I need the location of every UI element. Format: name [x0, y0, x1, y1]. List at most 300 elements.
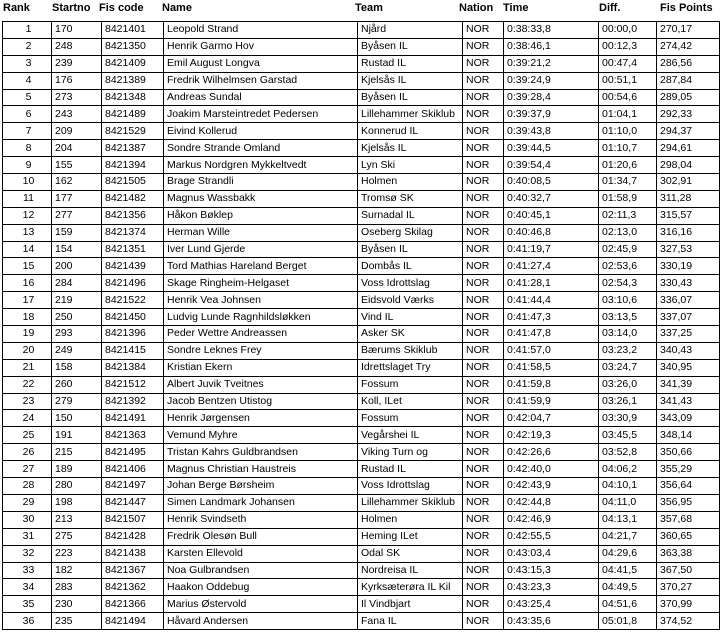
athlete-name-cell: Joakim Marsteintredet Pedersen: [164, 106, 358, 123]
table-row: [3, 613, 720, 630]
fis-code-cell: 8421384: [102, 359, 164, 376]
fis-points-cell: 327,53: [657, 241, 720, 258]
fis-code-cell: 8421363: [102, 427, 164, 444]
time-cell: 0:43:03,4: [504, 545, 599, 562]
table-row: [3, 528, 720, 545]
time-cell: 0:41:44,4: [504, 292, 599, 309]
startno-cell: 155: [52, 157, 102, 174]
nation-cell: NOR: [463, 89, 504, 106]
athlete-name-cell: Henrik Jørgensen: [164, 410, 358, 427]
startno-cell: 159: [52, 224, 102, 241]
fis-code-cell: 8421415: [102, 342, 164, 359]
nation-cell: NOR: [463, 123, 504, 140]
fis-points-cell: 363,38: [657, 545, 720, 562]
team-cell: Fossum: [358, 376, 463, 393]
team-cell: Byåsen IL: [358, 89, 463, 106]
startno-cell: 198: [52, 494, 102, 511]
fis-points-cell: 357,68: [657, 511, 720, 528]
rank-cell: 35: [3, 596, 52, 613]
team-cell: Heming ILet: [358, 528, 463, 545]
table-row: [3, 342, 720, 359]
team-cell: Oseberg Skilag: [358, 224, 463, 241]
nation-cell: NOR: [463, 478, 504, 495]
fis-points-cell: 336,07: [657, 292, 720, 309]
nation-cell: NOR: [463, 38, 504, 55]
team-cell: Koll, ILet: [358, 393, 463, 410]
table-row: [3, 140, 720, 157]
fis-points-cell: 337,25: [657, 326, 720, 343]
rank-cell: 17: [3, 292, 52, 309]
time-cell: 0:39:21,2: [504, 55, 599, 72]
diff-cell: 02:13,0: [599, 224, 657, 241]
table-row: [3, 106, 720, 123]
rank-cell: 5: [3, 89, 52, 106]
table-row: [3, 427, 720, 444]
startno-cell: 219: [52, 292, 102, 309]
startno-cell: 249: [52, 342, 102, 359]
team-cell: Kyrksæterøra IL Kil: [358, 579, 463, 596]
athlete-name-cell: Karsten Ellevold: [164, 545, 358, 562]
nation-cell: NOR: [463, 106, 504, 123]
startno-cell: 248: [52, 38, 102, 55]
table-row: [3, 224, 720, 241]
rank-cell: 10: [3, 174, 52, 191]
rank-cell: 1: [3, 22, 52, 39]
nation-cell: NOR: [463, 309, 504, 326]
diff-cell: 00:51,1: [599, 72, 657, 89]
nation-cell: NOR: [463, 613, 504, 630]
diff-cell: 02:11,3: [599, 207, 657, 224]
fis-points-cell: 330,43: [657, 275, 720, 292]
fis-points-cell: 287,84: [657, 72, 720, 89]
table-row: [3, 545, 720, 562]
nation-cell: NOR: [463, 342, 504, 359]
fis-code-cell: 8421367: [102, 562, 164, 579]
fis-code-cell: 8421374: [102, 224, 164, 241]
nation-cell: NOR: [463, 22, 504, 39]
fis-points-cell: 340,95: [657, 359, 720, 376]
startno-cell: 279: [52, 393, 102, 410]
nation-cell: NOR: [463, 393, 504, 410]
athlete-name-cell: Henrik Svindseth: [164, 511, 358, 528]
table-row: [3, 376, 720, 393]
table-row: [3, 275, 720, 292]
time-cell: 0:42:43,9: [504, 478, 599, 495]
nation-cell: NOR: [463, 275, 504, 292]
startno-cell: 177: [52, 190, 102, 207]
time-cell: 0:42:55,5: [504, 528, 599, 545]
diff-cell: 00:00,0: [599, 22, 657, 39]
diff-cell: 01:20,6: [599, 157, 657, 174]
table-row: [3, 461, 720, 478]
rank-cell: 2: [3, 38, 52, 55]
rank-cell: 29: [3, 494, 52, 511]
startno-cell: 170: [52, 22, 102, 39]
time-cell: 0:42:19,3: [504, 427, 599, 444]
time-cell: 0:40:32,7: [504, 190, 599, 207]
rank-cell: 13: [3, 224, 52, 241]
fis-points-cell: 367,50: [657, 562, 720, 579]
startno-cell: 154: [52, 241, 102, 258]
table-row: [3, 393, 720, 410]
nation-cell: NOR: [463, 444, 504, 461]
fis-points-cell: 360,65: [657, 528, 720, 545]
time-cell: 0:41:19,7: [504, 241, 599, 258]
startno-cell: 158: [52, 359, 102, 376]
fis-code-cell: 8421497: [102, 478, 164, 495]
fis-points-cell: 355,29: [657, 461, 720, 478]
startno-cell: 200: [52, 258, 102, 275]
athlete-name-cell: Ludvig Lunde Ragnhildsløkken: [164, 309, 358, 326]
table-row: [3, 55, 720, 72]
rank-cell: 24: [3, 410, 52, 427]
table-row: [3, 494, 720, 511]
fis-points-cell: 316,16: [657, 224, 720, 241]
startno-cell: 230: [52, 596, 102, 613]
fis-code-cell: 8421406: [102, 461, 164, 478]
diff-cell: 03:10,6: [599, 292, 657, 309]
startno-cell: 280: [52, 478, 102, 495]
nation-cell: NOR: [463, 190, 504, 207]
table-row: [3, 326, 720, 343]
fis-code-cell: 8421392: [102, 393, 164, 410]
diff-cell: 04:11,0: [599, 494, 657, 511]
time-cell: 0:42:04,7: [504, 410, 599, 427]
fis-points-cell: 356,95: [657, 494, 720, 511]
fis-code-cell: 8421438: [102, 545, 164, 562]
fis-points-cell: 374,52: [657, 613, 720, 630]
fis-code-cell: 8421387: [102, 140, 164, 157]
time-cell: 0:39:24,9: [504, 72, 599, 89]
fis-code-cell: 8421396: [102, 326, 164, 343]
nation-cell: NOR: [463, 292, 504, 309]
team-cell: Voss Idrottslag: [358, 275, 463, 292]
rank-cell: 14: [3, 241, 52, 258]
diff-cell: 04:10,1: [599, 478, 657, 495]
diff-cell: 03:45,5: [599, 427, 657, 444]
diff-cell: 04:41,5: [599, 562, 657, 579]
time-cell: 0:39:44,5: [504, 140, 599, 157]
diff-cell: 02:53,6: [599, 258, 657, 275]
team-cell: Rustad IL: [358, 461, 463, 478]
athlete-name-cell: Andreas Sundal: [164, 89, 358, 106]
table-row: [3, 72, 720, 89]
time-cell: 0:42:26,6: [504, 444, 599, 461]
diff-cell: 03:26,0: [599, 376, 657, 393]
rank-cell: 18: [3, 309, 52, 326]
athlete-name-cell: Tord Mathias Hareland Berget: [164, 258, 358, 275]
diff-cell: 04:06,2: [599, 461, 657, 478]
athlete-name-cell: Skage Ringheim-Helgaset: [164, 275, 358, 292]
team-cell: Byåsen IL: [358, 241, 463, 258]
nation-cell: NOR: [463, 157, 504, 174]
time-cell: 0:42:44,8: [504, 494, 599, 511]
rank-cell: 26: [3, 444, 52, 461]
rank-cell: 20: [3, 342, 52, 359]
athlete-name-cell: Håkon Bøklep: [164, 207, 358, 224]
team-cell: Kjelsås IL: [358, 72, 463, 89]
nation-cell: NOR: [463, 511, 504, 528]
time-cell: 0:41:57,0: [504, 342, 599, 359]
fis-code-cell: 8421356: [102, 207, 164, 224]
fis-points-cell: 340,43: [657, 342, 720, 359]
startno-cell: 250: [52, 309, 102, 326]
fis-points-cell: 356,64: [657, 478, 720, 495]
diff-cell: 04:51,6: [599, 596, 657, 613]
rank-cell: 8: [3, 140, 52, 157]
fis-code-cell: 8421522: [102, 292, 164, 309]
athlete-name-cell: Marius Østervold: [164, 596, 358, 613]
header-team: Team: [355, 2, 383, 14]
time-cell: 0:42:40,0: [504, 461, 599, 478]
rank-cell: 11: [3, 190, 52, 207]
table-row: [3, 410, 720, 427]
athlete-name-cell: Eivind Kollerud: [164, 123, 358, 140]
startno-cell: 284: [52, 275, 102, 292]
nation-cell: NOR: [463, 376, 504, 393]
diff-cell: 04:29,6: [599, 545, 657, 562]
athlete-name-cell: Magnus Wassbakk: [164, 190, 358, 207]
table-row: [3, 38, 720, 55]
time-cell: 0:39:28,4: [504, 89, 599, 106]
nation-cell: NOR: [463, 545, 504, 562]
time-cell: 0:40:08,5: [504, 174, 599, 191]
rank-cell: 32: [3, 545, 52, 562]
fis-code-cell: 8421489: [102, 106, 164, 123]
time-cell: 0:41:58,5: [504, 359, 599, 376]
athlete-name-cell: Emil August Longva: [164, 55, 358, 72]
fis-code-cell: 8421351: [102, 241, 164, 258]
time-cell: 0:43:35,6: [504, 613, 599, 630]
athlete-name-cell: Henrik Vea Johnsen: [164, 292, 358, 309]
athlete-name-cell: Kristian Ekern: [164, 359, 358, 376]
team-cell: Asker SK: [358, 326, 463, 343]
nation-cell: NOR: [463, 224, 504, 241]
team-cell: Fana IL: [358, 613, 463, 630]
fis-code-cell: 8421409: [102, 55, 164, 72]
nation-cell: NOR: [463, 241, 504, 258]
diff-cell: 03:24,7: [599, 359, 657, 376]
header-fis-points: Fis Points: [660, 2, 713, 14]
time-cell: 0:41:27,4: [504, 258, 599, 275]
nation-cell: NOR: [463, 410, 504, 427]
table-row: [3, 190, 720, 207]
time-cell: 0:38:46,1: [504, 38, 599, 55]
diff-cell: 04:13,1: [599, 511, 657, 528]
team-cell: Lyn Ski: [358, 157, 463, 174]
rank-cell: 3: [3, 55, 52, 72]
rank-cell: 25: [3, 427, 52, 444]
team-cell: Lillehammer Skiklub: [358, 494, 463, 511]
table-row: [3, 478, 720, 495]
header-time: Time: [503, 2, 529, 14]
fis-points-cell: 270,17: [657, 22, 720, 39]
rank-cell: 19: [3, 326, 52, 343]
team-cell: Konnerud IL: [358, 123, 463, 140]
nation-cell: NOR: [463, 174, 504, 191]
startno-cell: 283: [52, 579, 102, 596]
time-cell: 0:40:45,1: [504, 207, 599, 224]
fis-code-cell: 8421450: [102, 309, 164, 326]
fis-points-cell: 286,56: [657, 55, 720, 72]
athlete-name-cell: Sondre Leknes Frey: [164, 342, 358, 359]
table-row: [3, 157, 720, 174]
rank-cell: 33: [3, 562, 52, 579]
rank-cell: 28: [3, 478, 52, 495]
startno-cell: 215: [52, 444, 102, 461]
diff-cell: 00:12,3: [599, 38, 657, 55]
table-row: [3, 309, 720, 326]
team-cell: Holmen: [358, 511, 463, 528]
table-row: [3, 241, 720, 258]
team-cell: Tromsø SK: [358, 190, 463, 207]
startno-cell: 223: [52, 545, 102, 562]
header-nation: Nation: [459, 2, 494, 14]
table-row: [3, 89, 720, 106]
fis-points-cell: 274,42: [657, 38, 720, 55]
header-rank: Rank: [3, 2, 30, 14]
nation-cell: NOR: [463, 140, 504, 157]
startno-cell: 293: [52, 326, 102, 343]
time-cell: 0:43:23,3: [504, 579, 599, 596]
athlete-name-cell: Peder Wettre Andreassen: [164, 326, 358, 343]
team-cell: Viking Turn og: [358, 444, 463, 461]
athlete-name-cell: Vemund Myhre: [164, 427, 358, 444]
team-cell: Bærums Skiklub: [358, 342, 463, 359]
rank-cell: 22: [3, 376, 52, 393]
fis-points-cell: 302,91: [657, 174, 720, 191]
fis-points-cell: 337,07: [657, 309, 720, 326]
athlete-name-cell: Håvard Andersen: [164, 613, 358, 630]
rank-cell: 23: [3, 393, 52, 410]
header-startno: Startno: [52, 2, 91, 14]
fis-code-cell: 8421482: [102, 190, 164, 207]
column-header-row: [0, 0, 720, 20]
fis-points-cell: 343,09: [657, 410, 720, 427]
diff-cell: 03:14,0: [599, 326, 657, 343]
diff-cell: 04:21,7: [599, 528, 657, 545]
athlete-name-cell: Leopold Strand: [164, 22, 358, 39]
diff-cell: 03:52,8: [599, 444, 657, 461]
diff-cell: 01:10,0: [599, 123, 657, 140]
time-cell: 0:38:33,8: [504, 22, 599, 39]
rank-cell: 30: [3, 511, 52, 528]
fis-code-cell: 8421529: [102, 123, 164, 140]
diff-cell: 01:10,7: [599, 140, 657, 157]
startno-cell: 182: [52, 562, 102, 579]
nation-cell: NOR: [463, 562, 504, 579]
startno-cell: 260: [52, 376, 102, 393]
nation-cell: NOR: [463, 72, 504, 89]
nation-cell: NOR: [463, 258, 504, 275]
diff-cell: 02:54,3: [599, 275, 657, 292]
team-cell: Dombås IL: [358, 258, 463, 275]
table-row: [3, 579, 720, 596]
time-cell: 0:43:15,3: [504, 562, 599, 579]
team-cell: Vind IL: [358, 309, 463, 326]
table-row: [3, 258, 720, 275]
diff-cell: 02:45,9: [599, 241, 657, 258]
athlete-name-cell: Haakon Oddebug: [164, 579, 358, 596]
time-cell: 0:39:37,9: [504, 106, 599, 123]
diff-cell: 00:47,4: [599, 55, 657, 72]
startno-cell: 204: [52, 140, 102, 157]
time-cell: 0:39:43,8: [504, 123, 599, 140]
team-cell: Holmen: [358, 174, 463, 191]
rank-cell: 34: [3, 579, 52, 596]
nation-cell: NOR: [463, 427, 504, 444]
table-row: [3, 444, 720, 461]
fis-points-cell: 370,27: [657, 579, 720, 596]
table-row: [3, 22, 720, 39]
rank-cell: 7: [3, 123, 52, 140]
fis-points-cell: 350,66: [657, 444, 720, 461]
startno-cell: 239: [52, 55, 102, 72]
fis-code-cell: 8421401: [102, 22, 164, 39]
athlete-name-cell: Magnus Christian Haustreis: [164, 461, 358, 478]
table-row: [3, 292, 720, 309]
team-cell: Surnadal IL: [358, 207, 463, 224]
fis-code-cell: 8421494: [102, 613, 164, 630]
fis-code-cell: 8421512: [102, 376, 164, 393]
rank-cell: 6: [3, 106, 52, 123]
startno-cell: 150: [52, 410, 102, 427]
time-cell: 0:41:47,8: [504, 326, 599, 343]
nation-cell: NOR: [463, 326, 504, 343]
time-cell: 0:43:25,4: [504, 596, 599, 613]
fis-code-cell: 8421439: [102, 258, 164, 275]
rank-cell: 36: [3, 613, 52, 630]
fis-points-cell: 330,19: [657, 258, 720, 275]
fis-points-cell: 289,05: [657, 89, 720, 106]
startno-cell: 275: [52, 528, 102, 545]
diff-cell: 03:30,9: [599, 410, 657, 427]
time-cell: 0:40:46,8: [504, 224, 599, 241]
team-cell: Njård: [358, 22, 463, 39]
startno-cell: 235: [52, 613, 102, 630]
diff-cell: 03:13,5: [599, 309, 657, 326]
rank-cell: 27: [3, 461, 52, 478]
rank-cell: 15: [3, 258, 52, 275]
table-row: [3, 174, 720, 191]
nation-cell: NOR: [463, 359, 504, 376]
fis-code-cell: 8421491: [102, 410, 164, 427]
fis-code-cell: 8421389: [102, 72, 164, 89]
athlete-name-cell: Noa Gulbrandsen: [164, 562, 358, 579]
diff-cell: 01:58,9: [599, 190, 657, 207]
fis-points-cell: 294,37: [657, 123, 720, 140]
athlete-name-cell: Fredrik Wilhelmsen Garstad: [164, 72, 358, 89]
fis-code-cell: 8421505: [102, 174, 164, 191]
fis-code-cell: 8421350: [102, 38, 164, 55]
time-cell: 0:41:59,9: [504, 393, 599, 410]
rank-cell: 9: [3, 157, 52, 174]
fis-code-cell: 8421495: [102, 444, 164, 461]
team-cell: Byåsen IL: [358, 38, 463, 55]
nation-cell: NOR: [463, 207, 504, 224]
startno-cell: 273: [52, 89, 102, 106]
athlete-name-cell: Sondre Strande Omland: [164, 140, 358, 157]
team-cell: Lillehammer Skiklub: [358, 106, 463, 123]
team-cell: Idrettslaget Try: [358, 359, 463, 376]
athlete-name-cell: Henrik Garmo Hov: [164, 38, 358, 55]
diff-cell: 04:49,5: [599, 579, 657, 596]
table-row: [3, 511, 720, 528]
fis-code-cell: 8421366: [102, 596, 164, 613]
fis-points-cell: 294,61: [657, 140, 720, 157]
time-cell: 0:39:54,4: [504, 157, 599, 174]
athlete-name-cell: Fredrik Olesøn Bull: [164, 528, 358, 545]
